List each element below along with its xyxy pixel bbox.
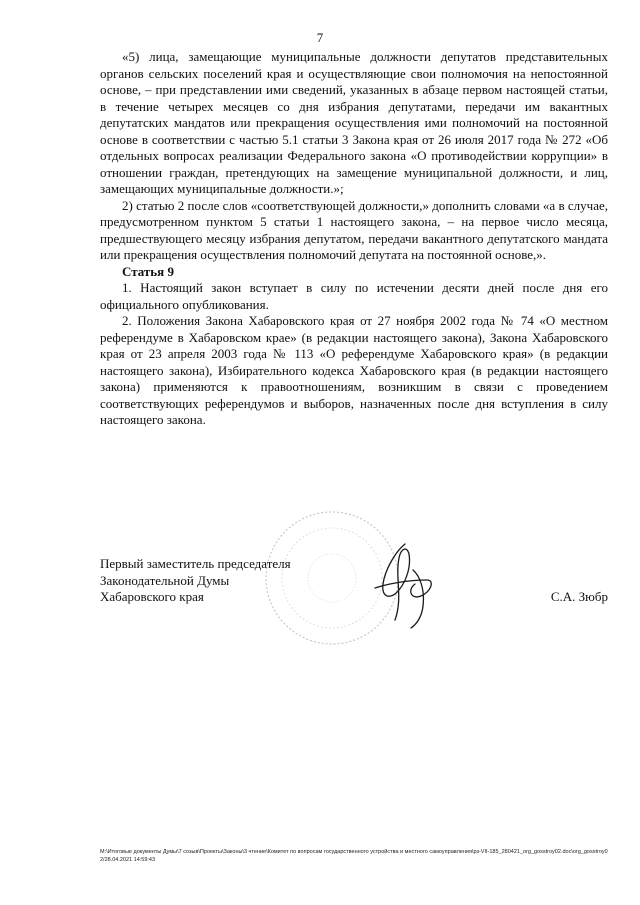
paragraph-clause-2: 2. Положения Закона Хабаровского края от 27 ноября 2002 года № 74 «О местном референдуме в Хабаровском крае» (в редакции настоящего закона), Закона Хабаровского края от 23 апреля 2003 года № 113 «О референдуме Хабаровского края» (в редакции настоящего закона), Избирательного кодекса Хабаровского края (в редакции настоящего закона) применяются к правоотношениям, возникшим в связи с проведением соответствующих референдумов и выборов, назначенных после дня вступления в силу настоящего закона. (100, 313, 608, 427)
footer-file-path: М:\Итоговые документы Думы\7 созыв\Проекты\Законы\3 чтение\Комитет по вопросам государственного устройства и местного самоуправления\рз-VII-185_280421_org_gosstroy02.doc\org_gosstroy02/28.04.2021 14:59:43 (100, 849, 608, 863)
signer-position: Первый заместитель председателя Законодательной Думы Хабаровского края (100, 556, 291, 604)
paragraph-clause-1: 1. Настоящий закон вступает в силу по истечении десяти дней после дня его официального опубликования. (100, 280, 608, 312)
article-heading: Статья 9 (122, 263, 174, 279)
document-body (100, 49, 608, 429)
page-number: 7 (316, 30, 324, 45)
signature-block (100, 556, 608, 606)
signer-name: С.А. Зюбр (550, 589, 608, 604)
paragraph-item-2: 2) статью 2 после слов «соответствующей должности,» дополнить словами «а в случае, предусмотренном пунктом 5 статьи 1 настоящего закона, – на первое число месяца, предшествующего месяцу избрания депутатом, передачи вакантного депутатского мандата или прекращения осуществления полномочий депутата на постоянной основе,». (100, 197, 608, 262)
handwritten-signature (365, 540, 440, 630)
paragraph-item-5: «5) лица, замещающие муниципальные должности депутатов представительных органов сельских поселений края и осуществляющие свои полномочия на непостоянной основе, – при представлении ими сведений, указанных в абзаце первом настоящей статьи, в течение четырех месяцев со дня избрания депутатами, передачи им вакантных депутатских мандатов или прекращения осуществления ими полномочий на постоянной основе в соответствии с частью 5.1 статьи 3 Закона края от 26 июля 2017 года № 272 «Об отдельных вопросах реализации Федерального закона «О противодействии коррупции» в отношении граждан, претендующих на замещение муниципальной должности, и лиц, замещающих муниципальные должности.»; (100, 49, 608, 196)
